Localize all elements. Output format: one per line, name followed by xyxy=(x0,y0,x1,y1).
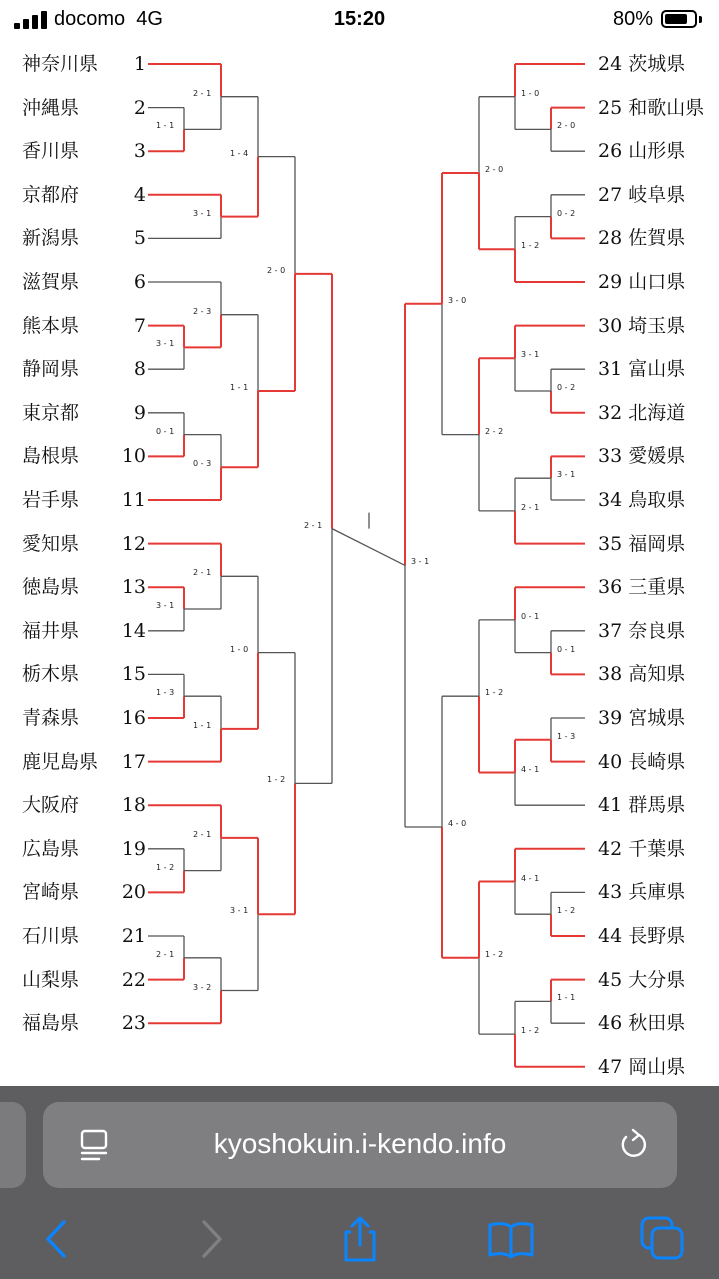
match-score: 1 - 2 xyxy=(485,949,504,959)
match-score: 1 - 1 xyxy=(193,720,212,730)
team-name: 27 岐阜県 xyxy=(598,183,686,206)
match-score: 0 - 3 xyxy=(193,459,212,469)
match-score: 1 - 3 xyxy=(156,688,175,698)
reload-icon[interactable] xyxy=(617,1128,651,1162)
match-score: 2 - 1 xyxy=(193,829,212,839)
match-score: 2 - 0 xyxy=(267,265,286,275)
team-name: 47 岡山県 xyxy=(598,1055,686,1078)
team-name: 34 鳥取県 xyxy=(598,489,686,511)
final-line xyxy=(332,529,405,566)
match-score: 1 - 2 xyxy=(267,775,286,785)
team-name: 徳島県 xyxy=(22,576,80,599)
match-score: 0 - 2 xyxy=(557,208,576,218)
team-name: 宮崎県 xyxy=(22,881,80,904)
match-score: 3 - 1 xyxy=(230,906,249,916)
match-score: 2 - 0 xyxy=(485,165,504,174)
team-name: 新潟県 xyxy=(22,227,80,250)
team-name: 福島県 xyxy=(22,1012,80,1035)
team-name: 広島県 xyxy=(22,837,80,860)
team-name: 香川県 xyxy=(22,140,80,163)
team-name: 45 大分県 xyxy=(598,968,686,991)
team-seed: 12 xyxy=(121,532,146,555)
team-name: 大阪府 xyxy=(22,794,80,817)
team-name: 島根県 xyxy=(22,445,80,468)
team-name: 38 高知県 xyxy=(598,663,686,686)
team-name: 京都府 xyxy=(22,183,80,206)
team-seed: 3 xyxy=(133,140,146,163)
team-name: 東京都 xyxy=(22,401,80,424)
tournament-bracket xyxy=(0,40,719,1086)
match-score: 2 - 2 xyxy=(485,426,504,436)
match-score: 3 - 2 xyxy=(193,982,212,992)
previous-tab-preview[interactable] xyxy=(0,1102,26,1188)
tabs-icon[interactable] xyxy=(638,1214,688,1264)
match-score: 1 - 1 xyxy=(230,383,249,392)
team-name: 40 長崎県 xyxy=(598,750,686,773)
team-name: 熊本県 xyxy=(22,314,80,337)
team-name: 愛知県 xyxy=(22,532,80,555)
match-score: 1 - 1 xyxy=(156,121,175,131)
match-score: 2 - 1 xyxy=(304,520,323,530)
match-score: 3 - 0 xyxy=(448,295,467,305)
battery-percent: 80% xyxy=(612,8,653,30)
team-seed: 17 xyxy=(121,750,146,773)
match-score: 1 - 2 xyxy=(156,862,175,872)
team-name: 37 奈良県 xyxy=(598,619,686,642)
status-bar xyxy=(0,0,719,40)
share-icon[interactable] xyxy=(335,1214,385,1264)
match-score: 0 - 1 xyxy=(521,611,540,621)
match-score: 3 - 1 xyxy=(193,208,212,218)
team-seed: 21 xyxy=(121,925,146,947)
team-name: 石川県 xyxy=(22,925,80,947)
match-score: 3 - 1 xyxy=(156,601,175,610)
team-name: 43 兵庫県 xyxy=(598,881,686,904)
carrier-label: docomo 4G xyxy=(54,8,163,30)
battery-fill xyxy=(665,14,687,24)
team-name: 静岡県 xyxy=(22,358,80,381)
match-score: 1 - 4 xyxy=(230,148,249,158)
match-score: 1 - 0 xyxy=(230,644,249,654)
match-score: 4 - 1 xyxy=(521,764,540,774)
match-score: 0 - 2 xyxy=(557,383,576,392)
match-score: 3 - 1 xyxy=(156,339,175,349)
match-score: 1 - 0 xyxy=(521,88,540,98)
match-score: 3 - 1 xyxy=(557,470,576,480)
battery-cap xyxy=(699,16,702,23)
team-name: 青森県 xyxy=(22,707,80,729)
match-score: 1 - 2 xyxy=(521,1026,540,1036)
team-name: 28 佐賀県 xyxy=(598,227,686,250)
team-name: 39 宮城県 xyxy=(598,707,686,729)
match-score: 2 - 1 xyxy=(193,568,212,578)
match-score: 1 - 2 xyxy=(557,906,576,916)
team-seed: 13 xyxy=(121,576,146,599)
match-score: 1 - 2 xyxy=(485,688,504,698)
team-seed: 9 xyxy=(133,401,146,424)
team-name: 岩手県 xyxy=(22,489,80,511)
team-seed: 5 xyxy=(133,227,146,250)
team-name: 36 三重県 xyxy=(598,576,686,599)
team-name: 35 福岡県 xyxy=(598,532,686,555)
team-seed: 7 xyxy=(133,314,146,337)
match-score: 2 - 1 xyxy=(521,502,540,512)
team-seed: 6 xyxy=(133,271,146,293)
team-name: 栃木県 xyxy=(22,663,80,686)
match-score: 2 - 1 xyxy=(193,88,212,98)
team-name: 42 千葉県 xyxy=(598,837,686,860)
url-text[interactable]: kyoshokuin.i-kendo.info xyxy=(213,1128,507,1159)
match-score: 2 - 0 xyxy=(557,121,576,131)
clock: 15:20 xyxy=(333,8,386,30)
bookmarks-icon[interactable] xyxy=(486,1214,536,1264)
team-name: 41 群馬県 xyxy=(598,794,686,817)
back-icon[interactable] xyxy=(32,1214,82,1264)
match-score: 1 - 3 xyxy=(557,731,576,741)
match-score: 0 - 1 xyxy=(156,426,175,436)
team-seed: 19 xyxy=(121,837,146,860)
team-name: 32 北海道 xyxy=(598,401,686,424)
team-seed: 22 xyxy=(121,968,146,991)
team-name: 44 長野県 xyxy=(598,925,686,947)
team-seed: 11 xyxy=(121,489,146,511)
team-seed: 1 xyxy=(133,53,146,75)
match-score: 2 - 3 xyxy=(193,306,212,316)
team-name: 29 山口県 xyxy=(598,271,686,293)
team-seed: 15 xyxy=(121,663,146,686)
team-name: 鹿児島県 xyxy=(22,750,99,773)
team-seed: 18 xyxy=(121,794,146,817)
team-seed: 8 xyxy=(133,358,146,381)
team-name: 25 和歌山県 xyxy=(598,96,705,119)
match-score: 3 - 1 xyxy=(411,557,430,567)
match-score: 1 - 2 xyxy=(521,241,540,251)
team-seed: 4 xyxy=(133,183,146,206)
match-score: 2 - 1 xyxy=(156,949,175,959)
match-score: 4 - 1 xyxy=(521,873,540,883)
team-seed: 23 xyxy=(121,1012,146,1035)
team-name: 滋賀県 xyxy=(22,271,80,293)
network-type: 4G xyxy=(136,8,163,30)
team-name: 24 茨城県 xyxy=(598,53,686,75)
team-name: 神奈川県 xyxy=(22,53,99,75)
team-seed: 10 xyxy=(121,445,146,468)
match-score: 1 - 1 xyxy=(557,993,576,1003)
address-bar[interactable] xyxy=(43,1102,677,1188)
team-seed: 16 xyxy=(121,707,146,729)
team-name: 福井県 xyxy=(22,619,80,642)
team-name: 山梨県 xyxy=(22,968,80,991)
team-seed: 2 xyxy=(133,96,146,119)
team-name: 31 富山県 xyxy=(598,358,686,381)
team-name: 30 埼玉県 xyxy=(598,314,686,337)
team-seed: 14 xyxy=(121,619,146,642)
battery-icon xyxy=(661,10,697,28)
forward-icon[interactable] xyxy=(186,1214,236,1264)
team-name: 33 愛媛県 xyxy=(598,445,686,468)
match-score: 3 - 1 xyxy=(521,350,540,360)
team-seed: 20 xyxy=(121,881,146,904)
match-score: 4 - 0 xyxy=(448,819,467,828)
match-score: 0 - 1 xyxy=(557,644,576,654)
team-name: 沖縄県 xyxy=(22,96,80,119)
team-name: 46 秋田県 xyxy=(598,1012,686,1035)
browser-toolbar xyxy=(0,1086,719,1279)
team-name: 26 山形県 xyxy=(598,140,686,163)
